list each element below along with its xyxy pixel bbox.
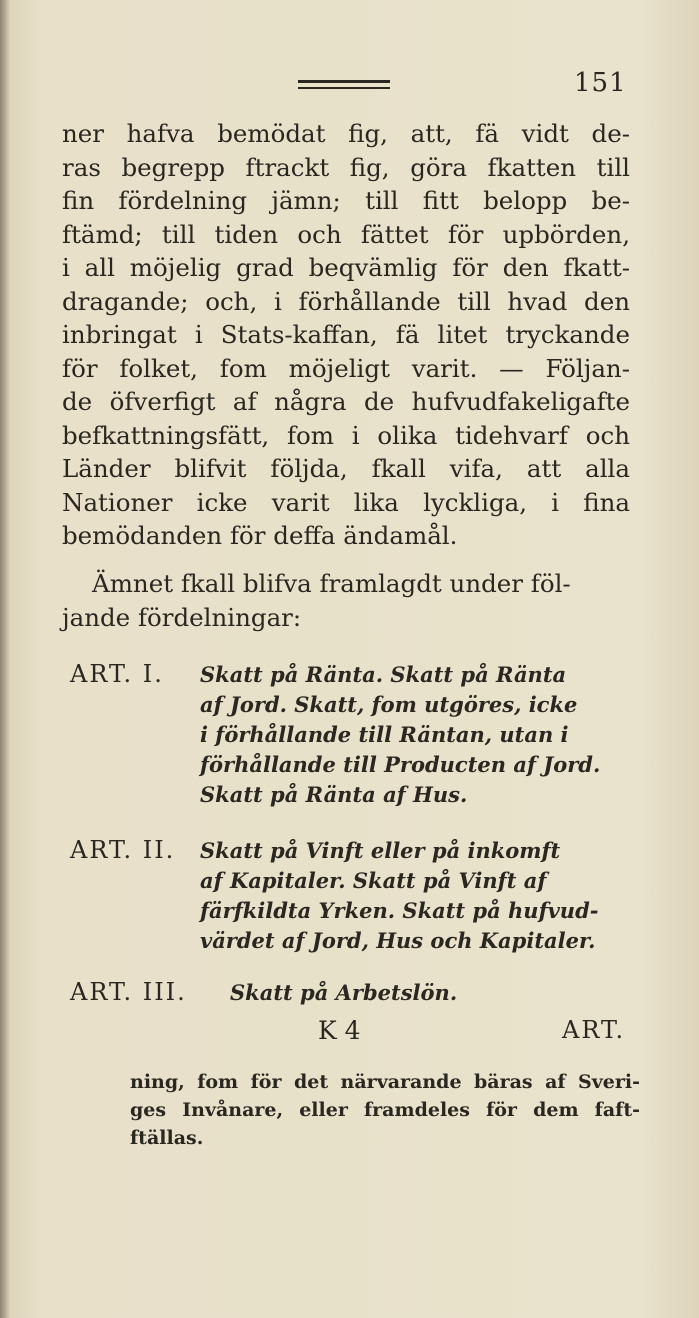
text-line: för folket, fom möjeligt varit. — Följan- [62,353,630,383]
text-line: Nationer icke varit lika lyckliga, i fina [62,487,630,517]
text-line: förhållande till Producten af Jord. [200,752,601,777]
text-line: dragande; och, i förhållande till hvad den [62,286,630,316]
text-line: Skatt på Ränta af Hus. [200,782,468,807]
text-line: de öfverfigt af några de hufvudfakeligafte [62,387,630,416]
article-label: ART. II. [70,836,176,864]
text-line: inbringat i Stats-kaffan, fä litet tryckande [62,320,630,349]
text-line: i förhållande till Räntan, utan i [200,722,569,747]
text-line: färfkildta Yrken. Skatt på hufvud- [200,898,599,923]
body-paragraph [62,117,630,553]
text-line: ges Invånare, eller framdeles för dem faft- [130,1099,640,1121]
text-line: ftällas. [130,1127,204,1149]
article-content [230,978,675,1008]
page-number: 151 [574,68,627,98]
text-line: bemödanden för deffa ändamål. [62,521,458,550]
text-line: ner hafva bemödat fig, att, fä vidt de- [62,119,630,148]
article-label: ART. III. [70,978,187,1006]
footnote [130,1068,640,1152]
text-line: ning, fom för det närvarande bäras af Sveri- [130,1071,640,1093]
text-line: i all möjelig grad beqvämlig för den fkatt- [62,253,630,282]
text-line: fin fördelning jämn; till fitt belopp be- [62,186,630,215]
signature-mark: K 4 [318,1016,361,1045]
text-line: Ämnet fkall blifva framlagdt under föl- [92,569,571,598]
intro-paragraph [62,567,630,634]
text-line: värdet af Jord, Hus och Kapitaler. [200,928,596,953]
text-line: af Jord. Skatt, fom utgöres, icke [200,692,578,717]
article-label: ART. I. [70,660,164,688]
text-line: Skatt på Vinft eller på inkomft [200,838,561,863]
text-line: befkattningsfätt, fom i olika tidehvarf och [62,420,630,450]
text-line: Länder blifvit följda, fkall vifa, att alla [62,454,630,483]
spine-shadow [0,0,10,1318]
text-line: jande fördelningar: [62,602,302,632]
text-line: Skatt på Ränta. Skatt på Ränta [200,662,567,687]
text-line: af Kapitaler. Skatt på Vinft af [200,868,547,893]
article-content [200,836,645,956]
header-rule [298,80,390,89]
text-line: Skatt på Arbetslön. [230,980,458,1005]
text-line: ras begrepp ftrackt fig, göra fkatten till [62,152,630,182]
text-line: ftämd; till tiden och fättet för upbörden, [62,219,630,249]
article-content [200,660,645,810]
catchword: ART. [562,1016,626,1044]
